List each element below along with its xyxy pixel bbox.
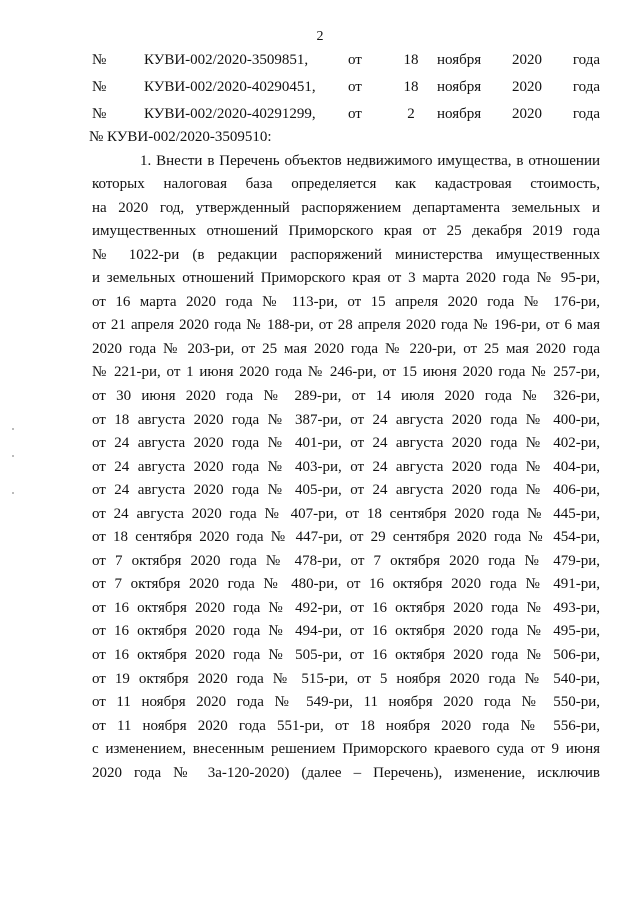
registration-month: ноября <box>437 79 482 95</box>
text-line: от 11 ноября 2020 года № 549-ри, 11 ноября 2020 года № 550-ри, <box>92 694 600 711</box>
scan-speck <box>12 455 14 457</box>
from-word: от <box>348 79 362 95</box>
number-sign: № <box>92 52 107 68</box>
number-sign: № <box>92 79 107 95</box>
year-word: года <box>572 106 600 122</box>
registration-day: 18 <box>403 52 419 68</box>
text-line: 1. Внести в Перечень объектов недвижимого имущества, в отношении <box>140 152 600 169</box>
text-line: от 18 августа 2020 года № 387-ри, от 24 августа 2020 года № 400-ри, <box>92 411 600 428</box>
text-line: № КУВИ-002/2020-3509510: <box>89 129 272 145</box>
scan-speck <box>12 492 14 494</box>
text-line: № 221-ри, от 1 июня 2020 года № 246-ри, от 15 июня 2020 года № 257-ри, <box>92 364 600 381</box>
text-line: и земельных отношений Приморского края от 3 марта 2020 года № 95-ри, <box>92 270 600 287</box>
body-paragraph <box>89 126 600 785</box>
registration-line <box>92 106 600 126</box>
text-line: имущественных отношений Приморского края от 25 декабря 2019 года <box>92 223 600 240</box>
text-line: от 16 октября 2020 года № 505-ри, от 16 октября 2020 года № 506-ри, <box>92 647 600 664</box>
number-sign: № <box>92 106 107 122</box>
registration-day: 2 <box>407 106 415 122</box>
from-word: от <box>348 52 362 68</box>
text-line: от 11 ноября 2020 года 551-ри, от 18 ноября 2020 года № 556-ри, <box>92 717 600 734</box>
text-line: от 19 октября 2020 года № 515-ри, от 5 ноября 2020 года № 540-ри, <box>92 670 600 687</box>
registration-line <box>92 52 600 72</box>
registration-year: 2020 <box>512 79 542 95</box>
text-line: от 16 октября 2020 года № 494-ри, от 16 октября 2020 года № 495-ри, <box>92 623 600 640</box>
text-line: от 24 августа 2020 года № 401-ри, от 24 августа 2020 года № 402-ри, <box>92 435 600 452</box>
text-line: от 24 августа 2020 года № 407-ри, от 18 сентября 2020 года № 445-ри, <box>92 505 600 522</box>
text-line: от 24 августа 2020 года № 403-ри, от 24 августа 2020 года № 404-ри, <box>92 458 600 475</box>
registration-code: КУВИ-002/2020-40290451, <box>144 79 316 95</box>
scan-speck <box>12 428 14 430</box>
text-line: 2020 года № 203-ри, от 25 мая 2020 года № 220-ри, от 25 мая 2020 года <box>92 340 600 357</box>
text-line: № 1022-ри (в редакции распоряжений министерства имущественных <box>92 246 600 263</box>
text-line: от 7 октября 2020 года № 480-ри, от 16 октября 2020 года № 491-ри, <box>92 576 600 593</box>
registration-line <box>92 79 600 99</box>
registration-day: 18 <box>403 79 419 95</box>
year-word: года <box>572 52 600 68</box>
text-line: на 2020 год, утвержденный распоряжением департамента земельных и <box>92 199 600 216</box>
registration-code: КУВИ-002/2020-40291299, <box>144 106 316 122</box>
text-line: 2020 года № 3а-120-2020) (далее – Перечень), изменение, исключив <box>92 764 600 781</box>
text-line: которых налоговая база определяется как кадастровая стоимость, <box>92 176 600 193</box>
text-line: от 24 августа 2020 года № 405-ри, от 24 августа 2020 года № 406-ри, <box>92 482 600 499</box>
text-line: от 18 сентября 2020 года № 447-ри, от 29 сентября 2020 года № 454-ри, <box>92 529 600 546</box>
registration-year: 2020 <box>512 52 542 68</box>
text-line: от 30 июня 2020 года № 289-ри, от 14 июля 2020 года № 326-ри, <box>92 388 600 405</box>
text-line: от 7 октября 2020 года № 478-ри, от 7 октября 2020 года № 479-ри, <box>92 552 600 569</box>
text-line: с изменением, внесенным решением Приморского краевого суда от 9 июня <box>92 741 600 758</box>
text-line: от 16 октября 2020 года № 492-ри, от 16 октября 2020 года № 493-ри, <box>92 599 600 616</box>
registration-month: ноября <box>437 52 482 68</box>
text-line: от 16 марта 2020 года № 113-ри, от 15 апреля 2020 года № 176-ри, <box>92 293 600 310</box>
text-line: от 21 апреля 2020 года № 188-ри, от 28 апреля 2020 года № 196-ри, от 6 мая <box>92 317 600 334</box>
registration-month: ноября <box>437 106 482 122</box>
page-number: 2 <box>316 29 324 44</box>
registration-year: 2020 <box>512 106 542 122</box>
from-word: от <box>348 106 362 122</box>
registration-code: КУВИ-002/2020-3509851, <box>144 52 309 68</box>
year-word: года <box>572 79 600 95</box>
